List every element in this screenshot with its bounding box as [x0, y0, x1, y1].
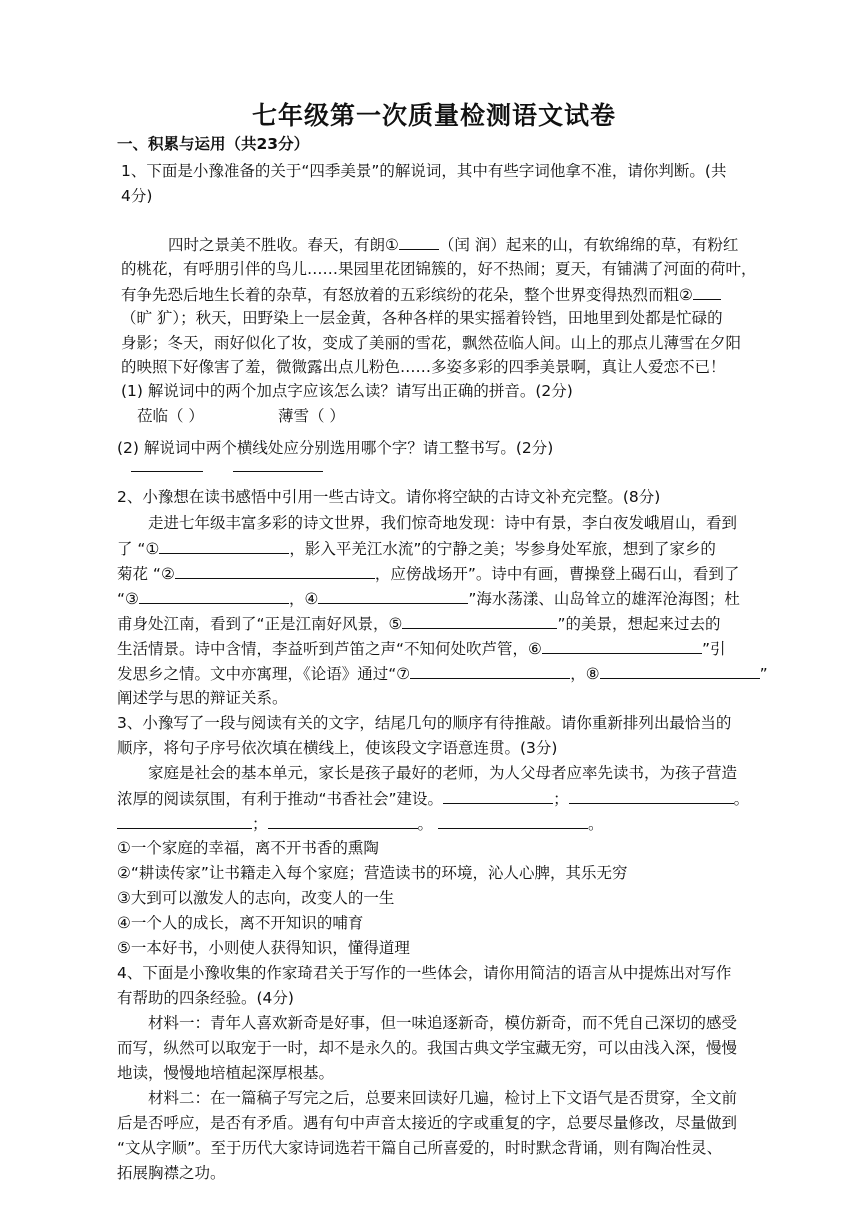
- question-1-stem-cont: 4分): [121, 187, 153, 205]
- q1-passage-line: 身影；冬天，雨好似化了妆，变成了美丽的雪花，飘然莅临人间。山上的那点儿薄雪在夕阳: [121, 334, 742, 352]
- answer-line[interactable]: [233, 471, 323, 472]
- q2-passage-line: 走进七年级丰富多彩的诗文世界，我们惊奇地发现：诗中有景，李白夜发峨眉山，看到: [148, 514, 738, 532]
- order-blank-5[interactable]: [438, 813, 588, 829]
- order-blank-4[interactable]: [268, 813, 418, 829]
- q1-passage-line: 的映照下好像害了羞，微微露出点儿粉色……多姿多彩的四季美景啊，真让人爱恋不已！: [121, 358, 726, 376]
- q2-passage-text: ”: [759, 665, 768, 683]
- blank-poem-4[interactable]: [318, 588, 468, 604]
- blank-poem-6[interactable]: [542, 638, 702, 654]
- blank-1[interactable]: [399, 234, 439, 250]
- q2-passage-text: 发思乡之情。文中亦寓理，《论语》通过“⑦: [117, 665, 411, 683]
- question-3-stem: 3、小豫写了一段与阅读有关的文字，结尾几句的顺序有待推敲。请你重新排列出最恰当的: [117, 714, 732, 732]
- q2-passage-line: [117, 563, 739, 584]
- option-item: ②“耕读传家”让书籍走入每个家庭；营造读书的环境，沁人心脾，其乐无穷: [117, 864, 628, 882]
- question-3-stem-cont: 顺序，将句子序号依次填在横线上，使该段文字语意连贯。(3分): [117, 739, 558, 757]
- material-2-line: “文从字顺”。至于历代大家诗词选若干篇自己所喜爱的，时时默念背诵，则有陶冶性灵、: [117, 1139, 723, 1157]
- blank-poem-8[interactable]: [600, 663, 760, 679]
- q1-passage-text: 有争先恐后地生长着的杂草，有怒放着的五彩缤纷的花朵，整个世界变得热烈而粗②: [121, 286, 693, 304]
- q2-passage-line: [117, 613, 720, 634]
- q2-passage-text: 菊花 “②: [117, 565, 175, 583]
- q3-punct: 。: [733, 790, 750, 808]
- pinyin-answer-2[interactable]: 薄雪（ ）: [278, 407, 345, 425]
- material-1-line: 而写，纵然可以取宠于一时，却不是永久的。我国古典文学宝藏无穷，可以由浅入深，慢慢: [117, 1039, 738, 1057]
- q3-passage-line: [117, 788, 749, 809]
- q2-passage-text: ，影入平羌江水流”的宁静之美；岑参身处军旅，想到了家乡的: [289, 540, 716, 558]
- q1-subquestion-2: (2) 解说词中两个横线处应分别选用哪个字？请工整书写。(2分): [117, 439, 554, 457]
- option-item: ④一个人的成长，离不开知识的哺育: [117, 914, 364, 932]
- material-2-line: 后是否呼应，是否有矛盾。遇有句中声音太接近的字或重复的字，总要尽量修改，尽量做到: [117, 1114, 738, 1132]
- q3-punct: 。: [417, 815, 434, 833]
- q2-passage-line: [117, 538, 716, 559]
- q2-passage-text: ，④: [288, 590, 319, 608]
- material-2-line: 拓展胸襟之功。: [117, 1164, 226, 1182]
- q1-passage-text: 四时之景美不胜收。春天，有朗①: [168, 236, 399, 254]
- blank-poem-3[interactable]: [139, 588, 289, 604]
- q2-passage-text: ”的美景，想起来过去的: [557, 615, 721, 633]
- pinyin-answer-1[interactable]: 莅临（ ）: [137, 407, 204, 425]
- option-item: ⑤一本好书，小则使人获得知识，懂得道理: [117, 939, 410, 957]
- q2-passage-text: 甫身处江南，看到了“正是江南好风景，⑤: [117, 615, 403, 633]
- q3-punct: 。: [587, 815, 604, 833]
- blank-poem-7[interactable]: [410, 663, 570, 679]
- q2-passage-text: “③: [117, 590, 139, 608]
- question-4-stem: 4、下面是小豫收集的作家琦君关于写作的一些体会，请你用简洁的语言从中提炼出对写作: [117, 964, 732, 982]
- question-1-stem: 1、下面是小豫准备的关于“四季美景”的解说词，其中有些字词他拿不准，请你判断。(共: [121, 162, 727, 180]
- material-2-line: 材料二：在一篇稿子写完之后，总要来回读好几遍，检讨上下文语气是否贯穿，全文前: [148, 1089, 738, 1107]
- q3-punct: ；: [252, 815, 268, 833]
- q3-punct: ；: [553, 790, 569, 808]
- material-1-line: 材料一：青年人喜欢新奇是好事，但一味追逐新奇，模仿新奇，而不凭自己深切的感受: [148, 1014, 738, 1032]
- order-blank-3[interactable]: [117, 813, 252, 829]
- q1-passage-text: （闰 润）起来的山，有软绵绵的草，有粉红: [438, 236, 739, 254]
- q1-passage-line: （旷 犷）；秋天，田野染上一层金黄，各种各样的果实摇着铃铛，田地里到处都是忙碌的: [121, 309, 723, 327]
- blank-poem-1[interactable]: [159, 538, 289, 554]
- q2-passage-text: ”海水荡漾、山岛耸立的雄浑沧海图；杜: [468, 590, 740, 608]
- q1-subquestion-1: (1) 解说词中的两个加点字应该怎么读？请写出正确的拼音。(2分): [121, 382, 573, 400]
- question-2-stem: 2、小豫想在读书感悟中引用一些古诗文。请你将空缺的古诗文补充完整。(8分): [117, 488, 661, 506]
- blank-poem-2[interactable]: [175, 563, 375, 579]
- q2-passage-text: 了 “①: [117, 540, 160, 558]
- q1-passage-line: 的桃花，有呼朋引伴的鸟儿……果园里花团锦簇的，好不热闹；夏天，有铺满了河面的荷叶，: [121, 260, 757, 278]
- material-1-line: 地读，慢慢地培植起深厚根基。: [117, 1064, 335, 1082]
- q1-passage-line: [121, 284, 721, 305]
- q3-passage-line: [117, 813, 603, 834]
- q2-passage-text: ”引: [701, 640, 726, 658]
- question-4-stem-cont: 有帮助的四条经验。(4分): [117, 989, 294, 1007]
- q2-passage-text: ，⑧: [570, 665, 600, 683]
- option-item: ①一个家庭的幸福，离不开书香的熏陶: [117, 839, 379, 857]
- q2-passage-text: 生活情景。诗中含情，李益听到芦笛之声“不知何处吹芦管，⑥: [117, 640, 542, 658]
- section-heading: 一、积累与运用（共23分）: [117, 135, 310, 153]
- q2-passage-line: 阐述学与思的辩证关系。: [117, 689, 288, 707]
- q2-passage-text: ，应傍战场开”。诗中有画，曹操登上碣石山，看到了: [374, 565, 740, 583]
- q2-passage-line: [117, 588, 740, 609]
- blank-2[interactable]: [693, 284, 721, 300]
- blank-poem-5[interactable]: [402, 613, 557, 629]
- order-blank-2[interactable]: [569, 788, 734, 804]
- q2-passage-line: [117, 663, 768, 684]
- q3-passage-line: 家庭是社会的基本单元，家长是孩子最好的老师，为人父母者应率先读书，为孩子营造: [148, 764, 738, 782]
- q2-passage-line: [117, 638, 725, 659]
- option-item: ③大到可以激发人的志向，改变人的一生: [117, 889, 395, 907]
- answer-line[interactable]: [131, 471, 203, 472]
- q3-passage-text: 浓厚的阅读氛围，有利于推动“书香社会”建设。: [117, 790, 444, 808]
- q1-passage-line: [168, 234, 738, 255]
- order-blank-1[interactable]: [443, 788, 553, 804]
- page-title: 七年级第一次质量检测语文试卷: [251, 101, 616, 130]
